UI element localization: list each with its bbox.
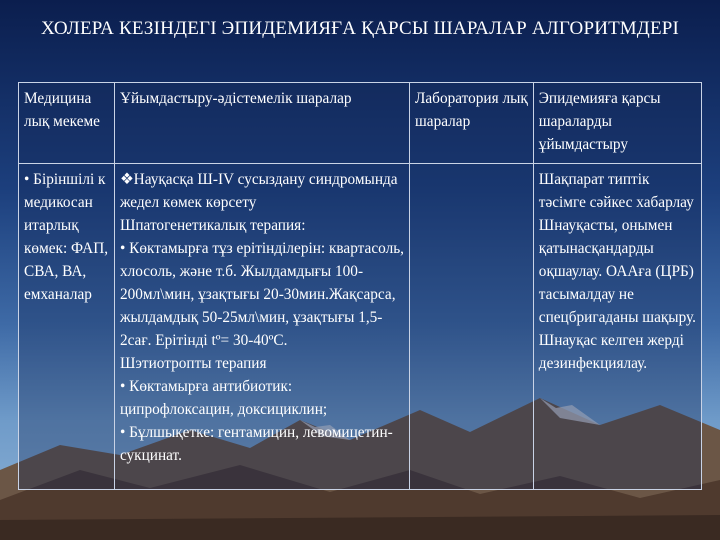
table-header-row <box>19 83 702 164</box>
list-item: • Бұлшықетке: гентамицин, левомицетин-сукцинат. <box>119 424 393 464</box>
list-item: Шнауқасты, онымен қатынасқандарды оқшаулау. ОААға (ЦРБ) тасымалдау не спецбригаданы шақыру. <box>538 217 696 326</box>
slide-title: ХОЛЕРА КЕЗІНДЕГІ ЭПИДЕМИЯҒА ҚАРСЫ ШАРАЛАР АЛГОРИТМДЕРІ <box>40 18 680 39</box>
table-row <box>19 164 702 490</box>
cell-medical-institution <box>19 164 115 490</box>
algorithm-table <box>18 82 702 490</box>
header-organizational-measures: Ұйымдастыру-әдістемелік шаралар <box>114 83 409 164</box>
list-item: • Көктамырға антибиотик: ципрофлоксацин, доксициклин; <box>119 378 328 418</box>
header-antiepidemic-organization: Эпидемияға қарсы шараларды ұйымдастыру <box>533 83 701 164</box>
header-laboratory-measures: Лаборатория лық шаралар <box>410 83 534 164</box>
list-item: Шнауқас келген жерді дезинфекциялау. <box>538 332 684 372</box>
header-medical-institution: Медицина лық мекеме <box>19 83 115 164</box>
cell-organizational-measures <box>114 164 409 490</box>
list-item: • Біріншілі к медикосан итарлық көмек: ФАП, СВА, ВА, емханалар <box>24 171 109 303</box>
cell-antiepidemic-organization <box>533 164 701 490</box>
cell-laboratory-measures <box>410 164 534 490</box>
list-item: Шпатогенетикалық терапия: <box>119 217 306 234</box>
list-item: Шақпарат типтік тәсімге сәйкес хабарлау <box>538 171 694 211</box>
list-item: Шэтиотропты терапия <box>119 355 267 372</box>
list-item: ❖Науқасқа Ш-IV сусыздану синдромында жедел көмек көрсету <box>119 171 398 211</box>
list-item: • Көктамырға тұз ерітінділерін: квартасоль, хлосоль, және т.б. Жылдамдығы 100-200мл\мин, ұзақтығы 20-30мин.Жақсарса, жылдамдық 50-25мл\мин, ұзақтығы 1,5-2сағ. Ерітінді tº= 30-40ºС. <box>119 240 404 349</box>
